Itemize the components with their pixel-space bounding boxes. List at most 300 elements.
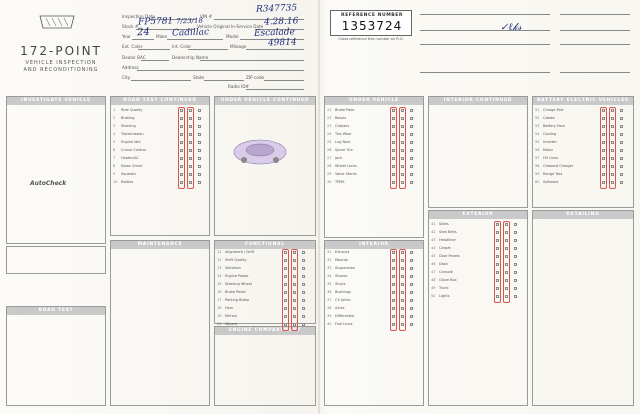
result-checkbox[interactable] <box>401 291 404 294</box>
result-checkbox[interactable] <box>401 133 404 136</box>
result-checkbox[interactable] <box>514 295 517 298</box>
result-checkbox[interactable] <box>401 149 404 152</box>
result-checkbox[interactable] <box>410 251 413 254</box>
row-number: 3 <box>113 124 116 128</box>
result-checkbox[interactable] <box>392 109 395 112</box>
row-number: 29 <box>327 172 332 176</box>
result-checkbox[interactable] <box>620 117 623 120</box>
sig-date-1[interactable] <box>560 14 630 15</box>
result-checkbox[interactable] <box>392 125 395 128</box>
result-checkbox[interactable] <box>180 173 183 176</box>
result-checkbox[interactable] <box>180 117 183 120</box>
result-checkbox[interactable] <box>293 299 296 302</box>
row-number: 47 <box>431 270 436 274</box>
result-checkbox[interactable] <box>189 141 192 144</box>
row-label: Glove Box <box>439 278 457 282</box>
result-checkbox[interactable] <box>189 181 192 184</box>
state-label: State <box>193 75 205 80</box>
result-checkbox[interactable] <box>602 181 605 184</box>
mileage-line[interactable] <box>246 49 304 50</box>
result-checkbox[interactable] <box>602 109 605 112</box>
checklist-row <box>327 148 421 153</box>
result-checkbox[interactable] <box>620 109 623 112</box>
result-checkbox[interactable] <box>514 263 517 266</box>
result-checkbox[interactable] <box>392 307 395 310</box>
int-color-line[interactable] <box>188 49 228 50</box>
result-checkbox[interactable] <box>514 231 517 234</box>
result-checkbox[interactable] <box>198 173 201 176</box>
checklist-row <box>217 298 313 303</box>
result-checkbox[interactable] <box>302 315 305 318</box>
result-checkbox[interactable] <box>284 299 287 302</box>
result-checkbox[interactable] <box>410 267 413 270</box>
checklist-row <box>327 180 421 185</box>
result-checkbox[interactable] <box>620 181 623 184</box>
row-label: Valve Stems <box>335 172 357 176</box>
row-number: 9 <box>113 172 116 176</box>
result-checkbox[interactable] <box>496 263 499 266</box>
handwritten-date: 7/23/18 <box>175 16 204 26</box>
result-checkbox[interactable] <box>514 239 517 242</box>
row-number: 14 <box>217 274 222 278</box>
checklist-row <box>431 222 525 227</box>
result-checkbox[interactable] <box>198 125 201 128</box>
year-line[interactable] <box>132 39 154 40</box>
row-label: Braking <box>121 116 135 120</box>
result-checkbox[interactable] <box>401 125 404 128</box>
result-checkbox[interactable] <box>401 157 404 160</box>
int-color-label: Int. Color <box>172 44 192 49</box>
row-label: Squeaks <box>121 172 136 176</box>
result-checkbox[interactable] <box>392 267 395 270</box>
result-checkbox[interactable] <box>602 141 605 144</box>
row-number: 41 <box>431 222 436 226</box>
result-checkbox[interactable] <box>293 267 296 270</box>
result-checkbox[interactable] <box>410 181 413 184</box>
result-checkbox[interactable] <box>293 307 296 310</box>
row-label: Horn <box>225 306 234 310</box>
row-number: 34 <box>327 274 332 278</box>
result-checkbox[interactable] <box>505 295 508 298</box>
result-checkbox[interactable] <box>410 125 413 128</box>
row-label: Seat Belts <box>439 230 457 234</box>
sig-date-4[interactable] <box>560 72 630 73</box>
result-checkbox[interactable] <box>302 299 305 302</box>
result-checkbox[interactable] <box>189 157 192 160</box>
result-checkbox[interactable] <box>620 173 623 176</box>
result-checkbox[interactable] <box>410 299 413 302</box>
result-checkbox[interactable] <box>401 109 404 112</box>
result-checkbox[interactable] <box>180 125 183 128</box>
row-label: Heater/AC <box>121 156 139 160</box>
result-checkbox[interactable] <box>514 247 517 250</box>
row-number: 38 <box>327 306 332 310</box>
result-checkbox[interactable] <box>392 173 395 176</box>
sig-line-3[interactable] <box>420 44 550 45</box>
result-checkbox[interactable] <box>302 291 305 294</box>
row-label: TPMS <box>335 180 345 184</box>
sig-date-2[interactable] <box>560 30 630 31</box>
result-checkbox[interactable] <box>602 125 605 128</box>
checklist-row <box>217 266 313 271</box>
row-label: Axles <box>335 306 345 310</box>
result-checkbox[interactable] <box>410 291 413 294</box>
row-number: 18 <box>217 306 222 310</box>
result-checkbox[interactable] <box>514 271 517 274</box>
result-checkbox[interactable] <box>410 173 413 176</box>
result-checkbox[interactable] <box>410 323 413 326</box>
result-checkbox[interactable] <box>505 223 508 226</box>
result-checkbox[interactable] <box>401 323 404 326</box>
result-checkbox[interactable] <box>198 141 201 144</box>
result-checkbox[interactable] <box>302 323 305 326</box>
result-checkbox[interactable] <box>392 251 395 254</box>
result-checkbox[interactable] <box>496 231 499 234</box>
row-label: Transmission <box>121 132 144 136</box>
result-checkbox[interactable] <box>392 133 395 136</box>
result-checkbox[interactable] <box>496 287 499 290</box>
result-checkbox[interactable] <box>611 141 614 144</box>
row-label: Calipers <box>335 124 350 128</box>
result-checkbox[interactable] <box>410 133 413 136</box>
checklist-row <box>113 172 207 177</box>
result-checkbox[interactable] <box>505 255 508 258</box>
result-checkbox[interactable] <box>284 283 287 286</box>
row-number: 6 <box>113 148 116 152</box>
result-checkbox[interactable] <box>284 291 287 294</box>
vin-label: VIN # <box>200 14 213 19</box>
row-number: 55 <box>535 140 540 144</box>
make-label: Make <box>156 34 168 39</box>
city-line[interactable] <box>131 80 191 81</box>
section-functional: FUNCTIONAL <box>214 240 316 324</box>
result-checkbox[interactable] <box>410 283 413 286</box>
result-checkbox[interactable] <box>602 165 605 168</box>
result-checkbox[interactable] <box>284 267 287 270</box>
result-checkbox[interactable] <box>611 165 614 168</box>
result-checkbox[interactable] <box>611 173 614 176</box>
checklist-row <box>535 172 631 177</box>
result-checkbox[interactable] <box>392 165 395 168</box>
row-number: 28 <box>327 164 332 168</box>
sig-line-4[interactable] <box>420 72 550 73</box>
reference-number: 1353724 <box>341 19 403 33</box>
result-checkbox[interactable] <box>392 291 395 294</box>
checklist-row <box>217 282 313 287</box>
sig-date-3[interactable] <box>560 44 630 45</box>
sig-line-1[interactable] <box>420 14 550 15</box>
result-checkbox[interactable] <box>505 263 508 266</box>
result-checkbox[interactable] <box>401 251 404 254</box>
result-checkbox[interactable] <box>302 307 305 310</box>
result-checkbox[interactable] <box>602 117 605 120</box>
section-engine: ENGINE COMPARTMENT <box>214 326 316 406</box>
checklist-row <box>217 306 313 311</box>
result-checkbox[interactable] <box>180 157 183 160</box>
result-checkbox[interactable] <box>410 141 413 144</box>
result-checkbox[interactable] <box>198 165 201 168</box>
result-checkbox[interactable] <box>401 315 404 318</box>
result-checkbox[interactable] <box>189 173 192 176</box>
result-checkbox[interactable] <box>505 231 508 234</box>
section-maintenance-pre <box>6 246 106 274</box>
row-label: Parking Brake <box>225 298 250 302</box>
result-checkbox[interactable] <box>410 165 413 168</box>
result-checkbox[interactable] <box>189 117 192 120</box>
dealer-bac-label: Dealer BAC <box>122 55 146 60</box>
checklist-row <box>431 262 525 267</box>
result-checkbox[interactable] <box>293 251 296 254</box>
result-checkbox[interactable] <box>401 141 404 144</box>
result-checkbox[interactable] <box>284 323 287 326</box>
city-label: City <box>122 75 131 80</box>
row-number: 35 <box>327 282 332 286</box>
result-checkbox[interactable] <box>401 181 404 184</box>
row-number: 53 <box>535 124 540 128</box>
checklist-row <box>327 290 421 295</box>
row-label: Cooling <box>543 132 557 136</box>
row-label: Seats <box>439 222 449 226</box>
result-checkbox[interactable] <box>620 149 623 152</box>
result-checkbox[interactable] <box>505 247 508 250</box>
checklist-row <box>217 250 313 255</box>
dealer-bac-line[interactable] <box>141 60 169 61</box>
in-service-label: Vehicle Original In-Service Date <box>197 24 264 29</box>
checklist-row <box>327 298 421 303</box>
row-label: Console <box>439 270 453 274</box>
row-number: 12 <box>217 258 222 262</box>
result-checkbox[interactable] <box>284 259 287 262</box>
handwritten-signature: ✓ℓ𝓀𝓈 <box>499 21 522 34</box>
checklist-row <box>535 132 631 137</box>
row-number: 23 <box>327 124 332 128</box>
checklist-row <box>431 270 525 275</box>
result-checkbox[interactable] <box>611 117 614 120</box>
row-label: Lights <box>439 294 450 298</box>
result-checkbox[interactable] <box>611 181 614 184</box>
row-label: Trunk <box>439 286 449 290</box>
result-checkbox[interactable] <box>611 149 614 152</box>
row-label: Engine Power <box>225 274 249 278</box>
result-checkbox[interactable] <box>505 287 508 290</box>
row-number: 40 <box>327 322 332 326</box>
address-label: Address <box>122 65 139 70</box>
address-line[interactable] <box>137 70 304 71</box>
result-checkbox[interactable] <box>392 283 395 286</box>
row-number: 1 <box>113 108 116 112</box>
checklist-row <box>327 322 421 327</box>
result-checkbox[interactable] <box>293 291 296 294</box>
result-checkbox[interactable] <box>392 117 395 120</box>
checklist-row <box>327 172 421 177</box>
result-checkbox[interactable] <box>180 165 183 168</box>
result-checkbox[interactable] <box>189 165 192 168</box>
result-checkbox[interactable] <box>496 295 499 298</box>
result-checkbox[interactable] <box>401 299 404 302</box>
result-checkbox[interactable] <box>401 259 404 262</box>
zip-label: ZIP code <box>246 75 265 80</box>
result-checkbox[interactable] <box>180 181 183 184</box>
result-checkbox[interactable] <box>302 259 305 262</box>
result-checkbox[interactable] <box>189 149 192 152</box>
row-label: Inverter <box>543 140 557 144</box>
sig-line-2[interactable] <box>420 30 550 31</box>
result-checkbox[interactable] <box>410 259 413 262</box>
result-checkbox[interactable] <box>514 279 517 282</box>
result-checkbox[interactable] <box>401 267 404 270</box>
result-checkbox[interactable] <box>611 157 614 160</box>
result-checkbox[interactable] <box>284 315 287 318</box>
row-label: Exhaust <box>335 250 350 254</box>
result-checkbox[interactable] <box>392 275 395 278</box>
result-checkbox[interactable] <box>620 165 623 168</box>
result-checkbox[interactable] <box>496 239 499 242</box>
result-checkbox[interactable] <box>620 141 623 144</box>
result-checkbox[interactable] <box>611 109 614 112</box>
dealership-name-line[interactable] <box>200 60 304 61</box>
result-checkbox[interactable] <box>302 283 305 286</box>
checklist-row <box>535 156 631 161</box>
result-checkbox[interactable] <box>189 109 192 112</box>
section-detailing: DETAILING <box>532 210 634 406</box>
vehicle-diagram-icon <box>230 130 290 170</box>
result-checkbox[interactable] <box>410 109 413 112</box>
row-number: 11 <box>217 250 222 254</box>
result-checkbox[interactable] <box>180 133 183 136</box>
result-checkbox[interactable] <box>602 133 605 136</box>
result-checkbox[interactable] <box>611 133 614 136</box>
result-checkbox[interactable] <box>505 279 508 282</box>
result-checkbox[interactable] <box>198 149 201 152</box>
checklist-row <box>113 116 207 121</box>
result-checkbox[interactable] <box>401 173 404 176</box>
row-label: Door Panels <box>439 254 460 258</box>
result-checkbox[interactable] <box>284 251 287 254</box>
result-checkbox[interactable] <box>302 267 305 270</box>
result-checkbox[interactable] <box>514 223 517 226</box>
result-checkbox[interactable] <box>293 315 296 318</box>
checklist-row <box>535 180 631 185</box>
result-checkbox[interactable] <box>302 251 305 254</box>
result-checkbox[interactable] <box>401 275 404 278</box>
autocheck-logo: AutoCheck <box>30 180 67 187</box>
row-number: 16 <box>217 290 222 294</box>
row-number: 42 <box>431 230 436 234</box>
radio-id-line[interactable] <box>246 89 304 90</box>
result-checkbox[interactable] <box>293 275 296 278</box>
checklist-row <box>327 282 421 287</box>
result-checkbox[interactable] <box>410 117 413 120</box>
result-checkbox[interactable] <box>620 157 623 160</box>
result-checkbox[interactable] <box>293 283 296 286</box>
result-checkbox[interactable] <box>401 165 404 168</box>
result-checkbox[interactable] <box>496 279 499 282</box>
result-checkbox[interactable] <box>505 271 508 274</box>
result-checkbox[interactable] <box>198 157 201 160</box>
state-line[interactable] <box>204 80 244 81</box>
result-checkbox[interactable] <box>392 315 395 318</box>
result-checkbox[interactable] <box>496 247 499 250</box>
result-checkbox[interactable] <box>410 149 413 152</box>
checklist-row <box>431 286 525 291</box>
result-checkbox[interactable] <box>198 133 201 136</box>
reference-title: REFERENCE NUMBER <box>341 13 403 18</box>
result-checkbox[interactable] <box>410 307 413 310</box>
result-checkbox[interactable] <box>496 255 499 258</box>
row-number: 37 <box>327 298 332 302</box>
result-checkbox[interactable] <box>401 283 404 286</box>
result-checkbox[interactable] <box>410 157 413 160</box>
result-checkbox[interactable] <box>392 149 395 152</box>
result-checkbox[interactable] <box>284 307 287 310</box>
result-checkbox[interactable] <box>180 109 183 112</box>
result-checkbox[interactable] <box>189 125 192 128</box>
result-checkbox[interactable] <box>392 157 395 160</box>
result-checkbox[interactable] <box>198 109 201 112</box>
result-checkbox[interactable] <box>410 315 413 318</box>
handwritten-inservice: 4.28.16 <box>263 16 299 28</box>
result-checkbox[interactable] <box>401 307 404 310</box>
result-checkbox[interactable] <box>602 149 605 152</box>
section-road-test: ROAD TEST <box>6 306 106 406</box>
result-checkbox[interactable] <box>602 173 605 176</box>
result-checkbox[interactable] <box>392 141 395 144</box>
checklist-row <box>327 306 421 311</box>
result-checkbox[interactable] <box>410 275 413 278</box>
zip-line[interactable] <box>264 80 304 81</box>
result-checkbox[interactable] <box>505 239 508 242</box>
result-checkbox[interactable] <box>293 259 296 262</box>
cadillac-crest-icon <box>38 14 76 30</box>
ext-color-line[interactable] <box>138 49 170 50</box>
result-checkbox[interactable] <box>198 181 201 184</box>
result-checkbox[interactable] <box>620 125 623 128</box>
section-interior: INTERIOR <box>324 240 424 406</box>
result-checkbox[interactable] <box>611 125 614 128</box>
result-checkbox[interactable] <box>602 157 605 160</box>
result-checkbox[interactable] <box>284 275 287 278</box>
inspection-date-label: Inspection Date <box>122 14 155 19</box>
result-checkbox[interactable] <box>392 323 395 326</box>
result-checkbox[interactable] <box>620 133 623 136</box>
row-label: Battery Pack <box>543 124 566 128</box>
result-checkbox[interactable] <box>392 181 395 184</box>
result-checkbox[interactable] <box>514 287 517 290</box>
result-checkbox[interactable] <box>401 117 404 120</box>
result-checkbox[interactable] <box>180 141 183 144</box>
result-checkbox[interactable] <box>189 133 192 136</box>
handwritten-year: 24 <box>136 26 150 39</box>
reference-number-box <box>330 10 412 36</box>
result-checkbox[interactable] <box>293 323 296 326</box>
make-line[interactable] <box>167 39 223 40</box>
result-checkbox[interactable] <box>496 223 499 226</box>
checklist-row <box>535 140 631 145</box>
result-checkbox[interactable] <box>496 271 499 274</box>
checklist-row <box>431 238 525 243</box>
checklist-row <box>431 278 525 283</box>
row-number: 8 <box>113 164 116 168</box>
row-label: Ride Quality <box>121 108 143 112</box>
result-checkbox[interactable] <box>198 117 201 120</box>
result-checkbox[interactable] <box>180 149 183 152</box>
result-checkbox[interactable] <box>392 259 395 262</box>
result-checkbox[interactable] <box>514 255 517 258</box>
result-checkbox[interactable] <box>392 299 395 302</box>
row-number: 10 <box>113 180 118 184</box>
result-checkbox[interactable] <box>302 275 305 278</box>
year-label: Year <box>122 34 131 39</box>
